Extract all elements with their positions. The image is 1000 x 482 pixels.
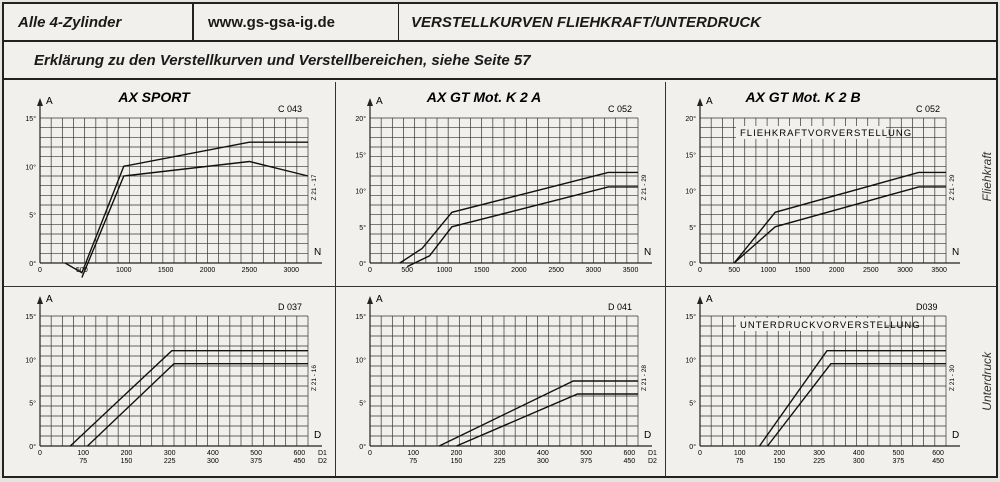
chart-grid — [4, 82, 996, 476]
chart-svg — [668, 288, 972, 474]
y-tick-label: 10° — [685, 188, 696, 196]
side-label-fliehkraft: Fliehkraft — [980, 152, 994, 202]
x-axis-label: N — [644, 247, 652, 258]
x-tick-label: 2500 — [241, 267, 258, 274]
x-tick-label: 100 — [407, 450, 420, 457]
x-subtick-label: 150 — [450, 458, 463, 465]
x-tick-label: 400 — [852, 450, 865, 457]
x-tick-label: 3000 — [897, 267, 913, 274]
chart-svg — [8, 288, 334, 474]
side-code: Z 21 - 29 — [949, 174, 956, 201]
y-tick-label: 10° — [355, 188, 366, 196]
x-tick-label: 1000 — [760, 267, 777, 274]
x-axis-label: N — [314, 247, 322, 258]
curve-upper — [760, 351, 947, 446]
x-tick-label: 200 — [773, 450, 786, 457]
x-tick-label: 0 — [698, 450, 702, 457]
y-axis-label: A — [706, 294, 713, 305]
x-end-label-2: D2 — [318, 458, 327, 465]
side-code: Z 21 - 30 — [949, 364, 956, 391]
x-subtick-label: 150 — [120, 458, 133, 465]
x-subtick-label: 225 — [493, 458, 506, 465]
x-subtick-label: 150 — [773, 458, 786, 465]
x-tick-label: 600 — [932, 450, 944, 457]
x-tick-label: 1000 — [115, 267, 132, 274]
y-arrow-icon — [37, 296, 43, 304]
side-code: Z 21 - 16 — [311, 364, 318, 391]
x-tick-label: 200 — [450, 450, 463, 457]
x-tick-label: 300 — [493, 450, 506, 457]
page — [2, 2, 998, 478]
side-code: Z 21 - 29 — [641, 174, 648, 201]
y-tick-label: 10° — [25, 164, 36, 172]
x-end-label-2: D2 — [648, 458, 657, 465]
gridlines — [40, 316, 308, 446]
y-axis-label: A — [376, 294, 383, 305]
y-axis-label: A — [46, 96, 53, 107]
panel-code: C 052 — [916, 104, 941, 114]
y-axis-label: A — [376, 96, 383, 107]
y-tick-label: 15° — [25, 116, 36, 123]
x-tick-label: 300 — [813, 450, 825, 457]
panel-code: D 041 — [608, 302, 633, 312]
panel-title: AX SPORT — [118, 89, 190, 105]
x-tick-label: 500 — [728, 267, 741, 274]
x-tick-label: 500 — [250, 450, 262, 457]
inner-label: UNTERDRUCKVORVERSTELLUNG — [740, 320, 921, 331]
side-label-unterdruck: Unterdruck — [980, 352, 994, 411]
panel-ax-gt-k2a — [338, 82, 664, 285]
y-tick-label: 20° — [355, 116, 366, 123]
x-tick-label: 2000 — [511, 267, 527, 274]
x-tick-label: 3500 — [931, 267, 947, 274]
curve-upper — [70, 351, 308, 446]
x-axis-label: N — [952, 247, 960, 258]
subtitle: Erklärung zu den Verstellkurven und Verstellbereichen, siehe Seite 57 — [4, 42, 996, 80]
y-tick-label: 5° — [29, 400, 36, 408]
curve-lower — [407, 187, 638, 267]
panel-ax-sport — [8, 82, 334, 285]
y-arrow-icon — [697, 98, 703, 106]
curve-lower — [82, 162, 308, 278]
y-arrow-icon — [697, 296, 703, 304]
divider-vertical-2 — [665, 82, 666, 476]
panel-d039 — [668, 288, 972, 474]
side-code: Z 21 - 17 — [311, 174, 318, 201]
x-tick-label: 500 — [401, 267, 414, 274]
x-subtick-label: 450 — [623, 458, 636, 465]
x-tick-label: 500 — [892, 450, 905, 457]
x-subtick-label: 375 — [892, 458, 905, 465]
x-tick-label: 600 — [623, 450, 636, 457]
divider-horizontal — [4, 286, 996, 287]
y-arrow-icon — [367, 296, 373, 304]
x-tick-label: 600 — [293, 450, 306, 457]
y-tick-label: 10° — [25, 357, 36, 365]
chart-svg — [338, 82, 664, 285]
gridlines — [700, 316, 946, 446]
y-tick-label: 15° — [355, 152, 366, 160]
x-tick-label: 100 — [77, 450, 90, 457]
x-subtick-label: 75 — [735, 458, 744, 465]
x-tick-label: 200 — [120, 450, 133, 457]
chart-svg — [8, 82, 334, 285]
x-tick-label: 1500 — [157, 267, 174, 274]
x-tick-label: 0 — [368, 267, 372, 274]
y-tick-label: 0° — [689, 444, 696, 451]
x-subtick-label: 375 — [580, 458, 592, 465]
y-tick-label: 10° — [685, 357, 696, 365]
y-tick-label: 15° — [685, 314, 696, 321]
header-url: www.gs-gsa-ig.de — [194, 4, 399, 40]
panel-code: C 043 — [278, 104, 303, 114]
y-tick-label: 5° — [29, 212, 36, 220]
panel-code: C 052 — [608, 104, 633, 114]
panel-code: D 037 — [278, 302, 303, 312]
x-tick-label: 2000 — [828, 267, 845, 274]
x-tick-label: 0 — [38, 267, 42, 274]
x-subtick-label: 300 — [537, 458, 549, 465]
gridlines — [700, 118, 946, 263]
x-axis-label: D — [644, 430, 652, 441]
x-axis-label: D — [952, 430, 960, 441]
x-tick-label: 1000 — [436, 267, 453, 274]
x-subtick-label: 375 — [250, 458, 262, 465]
y-tick-label: 0° — [29, 261, 36, 268]
x-tick-label: 1500 — [794, 267, 811, 274]
y-arrow-icon — [37, 98, 43, 106]
panel-code: D039 — [916, 302, 938, 312]
x-subtick-label: 75 — [79, 458, 88, 465]
y-tick-label: 0° — [689, 261, 696, 268]
header — [4, 4, 996, 42]
y-tick-label: 0° — [359, 261, 366, 268]
panel-title: AX GT Mot. K 2 B — [745, 89, 861, 105]
y-tick-label: 15° — [355, 314, 366, 321]
y-arrow-icon — [367, 98, 373, 106]
x-tick-label: 2000 — [199, 267, 216, 274]
x-tick-label: 0 — [698, 267, 702, 274]
x-subtick-label: 75 — [409, 458, 418, 465]
x-tick-label: 400 — [537, 450, 549, 457]
y-tick-label: 15° — [25, 314, 36, 321]
y-tick-label: 5° — [359, 224, 366, 232]
x-subtick-label: 225 — [163, 458, 176, 465]
header-left: Alle 4-Zylinder — [4, 4, 194, 40]
x-subtick-label: 300 — [852, 458, 865, 465]
x-tick-label: 3000 — [585, 267, 602, 274]
curve-lower — [734, 187, 946, 263]
inner-label: FLIEHKRAFTVORVERSTELLUNG — [740, 128, 913, 139]
x-tick-label: 500 — [580, 450, 592, 457]
y-axis-label: A — [46, 294, 53, 305]
curve-lower — [457, 394, 639, 446]
gridlines — [370, 118, 638, 263]
y-tick-label: 5° — [359, 400, 366, 408]
x-tick-label: 0 — [368, 450, 372, 457]
y-tick-label: 20° — [685, 116, 696, 123]
y-tick-label: 0° — [29, 444, 36, 451]
panel-title: AX GT Mot. K 2 A — [426, 89, 542, 105]
panel-ax-gt-k2b — [668, 82, 972, 285]
y-tick-label: 10° — [355, 357, 366, 365]
x-tick-label: 2500 — [548, 267, 564, 274]
y-tick-label: 15° — [685, 152, 696, 160]
x-tick-label: 100 — [733, 450, 746, 457]
x-tick-label: 1500 — [473, 267, 490, 274]
x-tick-label: 2500 — [863, 267, 879, 274]
x-subtick-label: 225 — [813, 458, 825, 465]
chart-svg — [668, 82, 972, 285]
y-axis-label: A — [706, 96, 713, 107]
panel-d041 — [338, 288, 664, 474]
y-tick-label: 5° — [689, 224, 696, 232]
y-tick-label: 0° — [359, 444, 366, 451]
side-code: Z 21 - 28 — [641, 364, 648, 391]
chart-svg — [338, 288, 664, 474]
x-tick-label: 3000 — [283, 267, 300, 274]
x-tick-label: 400 — [207, 450, 219, 457]
gridlines — [40, 118, 308, 263]
x-tick-label: 300 — [163, 450, 176, 457]
x-tick-label: 500 — [76, 267, 88, 274]
x-tick-label: 0 — [38, 450, 42, 457]
panel-d037 — [8, 288, 334, 474]
y-tick-label: 5° — [689, 400, 696, 408]
header-title: VERSTELLKURVEN FLIEHKRAFT/UNTERDRUCK — [411, 13, 761, 31]
x-subtick-label: 300 — [207, 458, 219, 465]
x-subtick-label: 450 — [293, 458, 306, 465]
x-subtick-label: 450 — [932, 458, 944, 465]
x-end-label: D1 — [318, 450, 327, 457]
x-axis-label: D — [314, 430, 322, 441]
x-end-label: D1 — [648, 450, 657, 457]
divider-vertical-1 — [335, 82, 336, 476]
x-tick-label: 3500 — [622, 267, 639, 274]
